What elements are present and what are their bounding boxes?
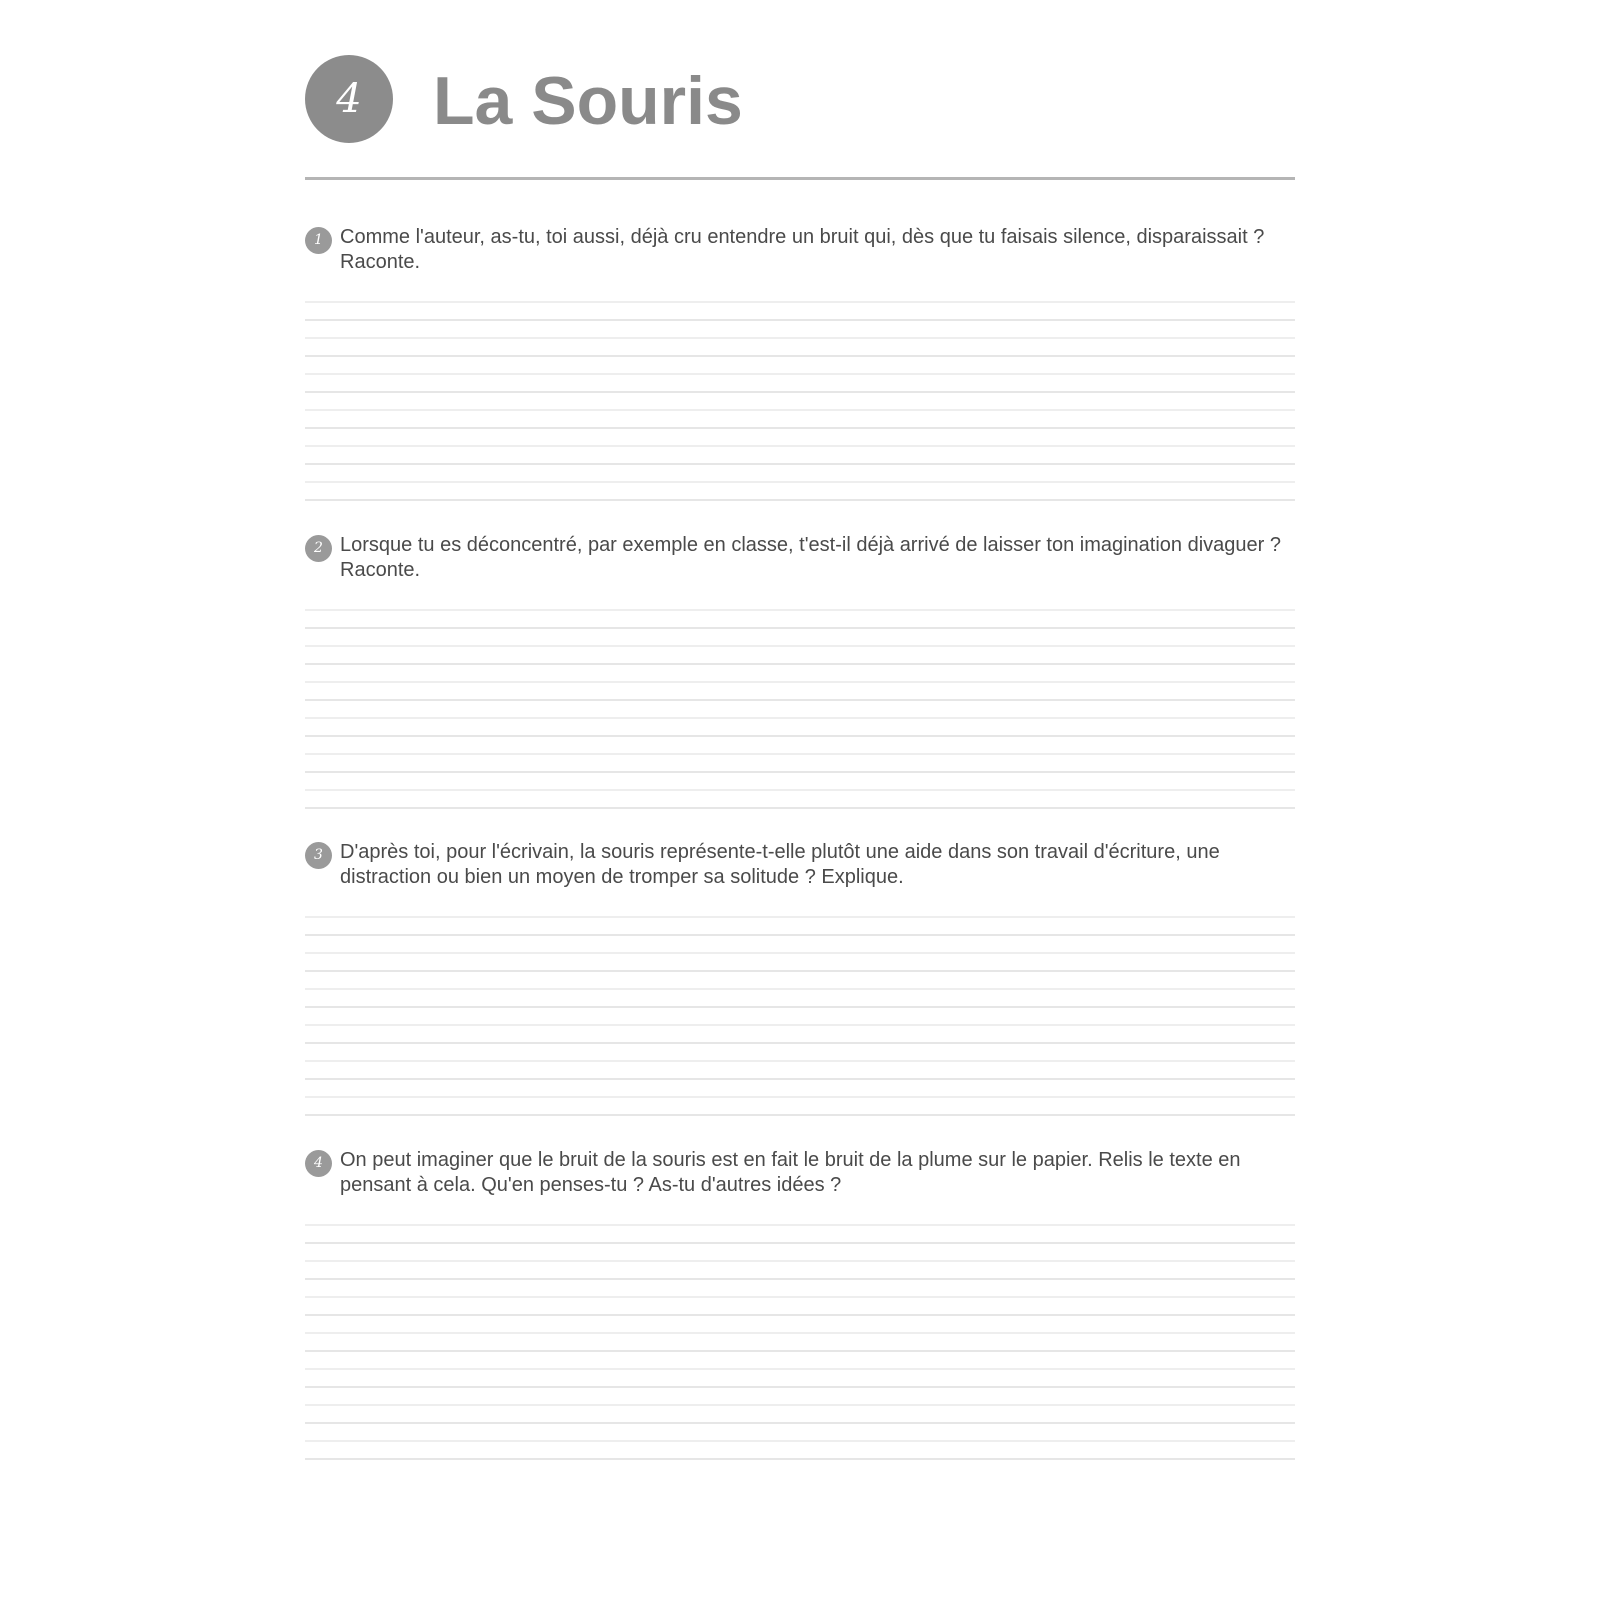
answer-line [305,952,1295,954]
answer-line [305,699,1295,701]
answer-line [305,481,1295,483]
answer-line [305,463,1295,465]
answer-line [305,771,1295,773]
answer-line [305,735,1295,737]
answer-lines[interactable] [305,916,1295,1132]
answer-lines[interactable] [305,1224,1295,1476]
answer-line [305,1224,1295,1226]
answer-lines[interactable] [305,609,1295,825]
answer-line [305,445,1295,447]
answer-line [305,1024,1295,1026]
chapter-number-badge: 4 [305,55,393,143]
answer-line [305,789,1295,791]
question-text: Comme l'auteur, as-tu, toi aussi, déjà cru entendre un bruit qui, dès que tu faisais silence, disparaissait ? Raconte. [340,226,1265,273]
answer-line [305,1386,1295,1388]
answer-line [305,1006,1295,1008]
answer-line [305,1078,1295,1080]
chapter-header [305,55,1295,175]
answer-line [305,1096,1295,1098]
question-number-badge: 4 [305,1150,332,1177]
answer-line [305,355,1295,357]
answer-line [305,988,1295,990]
answer-line [305,301,1295,303]
answer-line [305,807,1295,809]
answer-lines[interactable] [305,301,1295,517]
title-divider [305,177,1295,180]
question-number-badge: 1 [305,227,332,254]
answer-line [305,645,1295,647]
question-text: On peut imaginer que le bruit de la souris est en fait le bruit de la plume sur le papier. Relis le texte en pensant à cela. Qu'en penses-tu ? As-tu d'autres idées ? [340,1149,1241,1196]
answer-line [305,1314,1295,1316]
answer-line [305,627,1295,629]
answer-line [305,409,1295,411]
answer-line [305,391,1295,393]
answer-line [305,1368,1295,1370]
answer-line [305,934,1295,936]
chapter-title: La Souris [433,63,743,139]
answer-line [305,753,1295,755]
answer-line [305,499,1295,501]
answer-line [305,1422,1295,1424]
answer-line [305,1114,1295,1116]
answer-line [305,1404,1295,1406]
answer-line [305,1260,1295,1262]
answer-line [305,717,1295,719]
answer-line [305,1440,1295,1442]
answer-line [305,427,1295,429]
answer-line [305,663,1295,665]
question-text: D'après toi, pour l'écrivain, la souris représente-t-elle plutôt une aide dans son travail d'écriture, une distraction ou bien un moyen de tromper sa solitude ? Explique. [340,841,1220,888]
question-text: Lorsque tu es déconcentré, par exemple en classe, t'est-il déjà arrivé de laisser ton imagination divaguer ? Raconte. [340,534,1282,581]
answer-line [305,1296,1295,1298]
answer-line [305,1042,1295,1044]
question-number-badge: 3 [305,842,332,869]
answer-line [305,1332,1295,1334]
answer-line [305,337,1295,339]
answer-line [305,1350,1295,1352]
answer-line [305,1278,1295,1280]
answer-line [305,1242,1295,1244]
answer-line [305,373,1295,375]
answer-line [305,916,1295,918]
answer-line [305,681,1295,683]
question-number-badge: 2 [305,535,332,562]
answer-line [305,1458,1295,1460]
answer-line [305,319,1295,321]
answer-line [305,609,1295,611]
answer-line [305,1060,1295,1062]
answer-line [305,970,1295,972]
